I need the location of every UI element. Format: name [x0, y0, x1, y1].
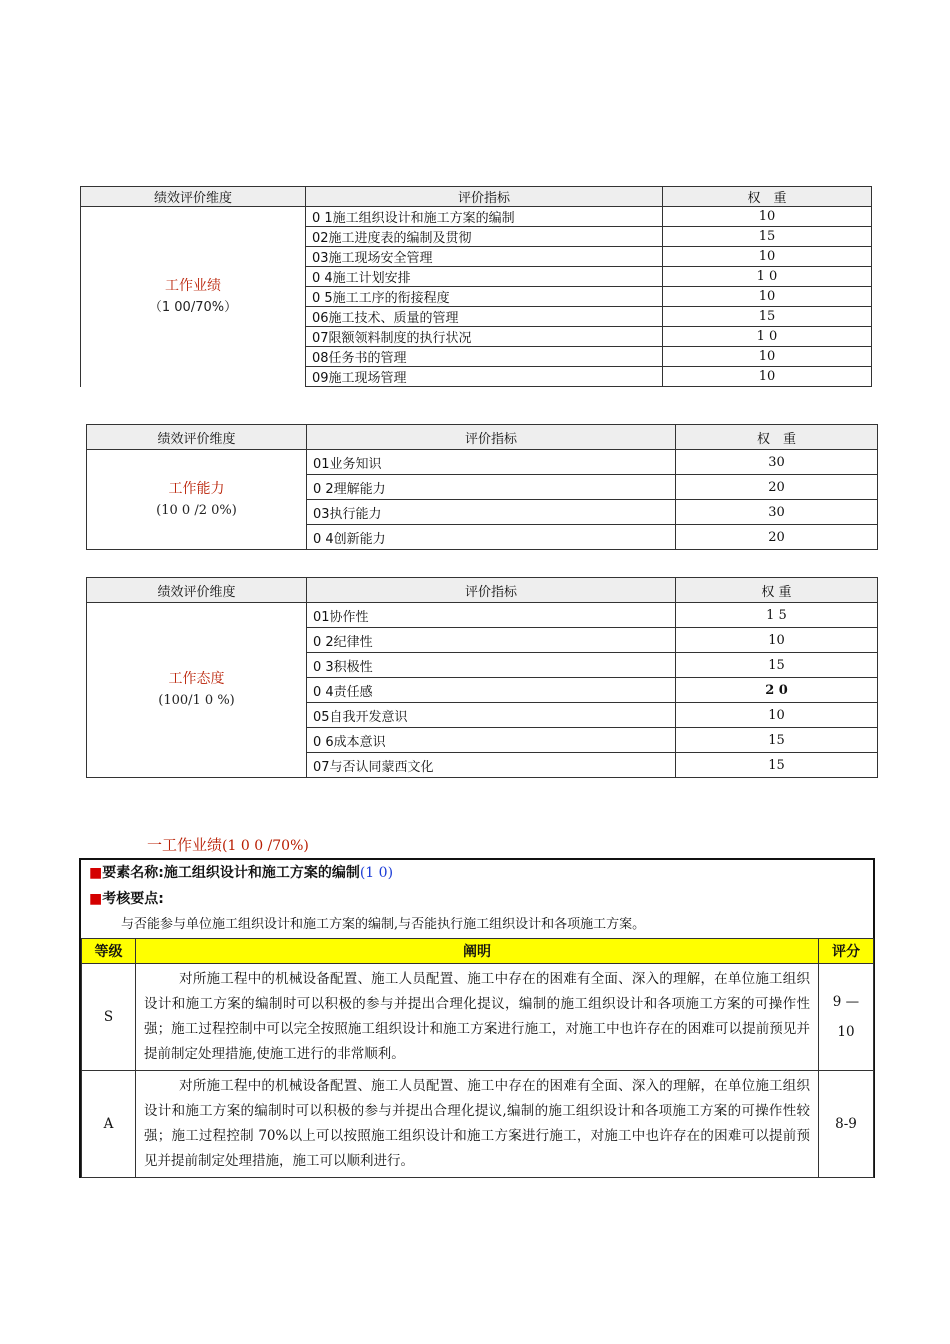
indicator-cell: 07限额领料制度的执行状况	[306, 327, 663, 347]
performance-table-work-results	[80, 186, 872, 387]
key-points-label: 考核要点:	[102, 891, 164, 907]
grade-table	[81, 938, 874, 1178]
performance-table-work-ability	[86, 424, 878, 550]
element-label: 要素名称:	[102, 865, 164, 881]
score-cell	[819, 1071, 874, 1178]
header-weight: 权 重	[676, 578, 878, 603]
weight-cell: 15	[663, 307, 872, 327]
score-bottom: 10	[837, 1024, 855, 1040]
key-points-line	[81, 886, 873, 912]
dimension-cell	[81, 207, 306, 387]
weight-cell: 1 0	[663, 327, 872, 347]
indicator-cell: 08任务书的管理	[306, 347, 663, 367]
indicator-cell: 0 1施工组织设计和施工方案的编制	[306, 207, 663, 227]
indicator-cell: 0 6成本意识	[307, 728, 676, 753]
weight-cell: 10	[676, 628, 878, 653]
bullet-square-icon: ■	[89, 891, 103, 907]
dimension-cell	[87, 450, 307, 550]
header-dimension: 绩效评价维度	[81, 187, 306, 207]
grade-cell: S	[82, 964, 136, 1071]
weight-cell: 15	[676, 728, 878, 753]
indicator-cell: 01业务知识	[307, 450, 676, 475]
table-row	[87, 450, 878, 475]
header-weight: 权 重	[676, 425, 878, 450]
header-dimension: 绩效评价维度	[87, 425, 307, 450]
weight-cell: 10	[663, 367, 872, 387]
element-line	[81, 860, 873, 886]
performance-table-work-attitude	[86, 577, 878, 778]
score-top: 8-9	[835, 1116, 857, 1132]
assessment-box	[79, 858, 875, 1178]
weight-cell: 10	[663, 207, 872, 227]
indicator-cell: 05自我开发意识	[307, 703, 676, 728]
dimension-name: 工作业绩	[165, 277, 221, 294]
weight-cell: 10	[663, 287, 872, 307]
weight-cell: 15	[676, 653, 878, 678]
header-score: 评分	[819, 939, 874, 964]
dimension-percent: (100/1 0 %)	[158, 693, 235, 708]
grade-row	[82, 1071, 874, 1178]
grade-cell: A	[82, 1071, 136, 1178]
dimension-name: 工作能力	[168, 480, 225, 497]
indicator-cell: 0 4施工计划安排	[306, 267, 663, 287]
weight-cell: 30	[676, 500, 878, 525]
table-header-row	[87, 425, 878, 450]
weight-cell: 15	[663, 227, 872, 247]
header-indicator: 评价指标	[306, 187, 663, 207]
grade-header-row	[82, 939, 874, 964]
indicator-cell: 0 5施工工序的衔接程度	[306, 287, 663, 307]
header-description: 阐明	[136, 939, 819, 964]
grade-description: 对所施工程中的机械设备配置、施工人员配置、施工中存在的困难有全面、深入的理解，在单位施工组织设计和施工方案的编制时可以积极的参与并提出合理化提议，编制的施工组织设计和各项施工方案的可操作性强；施工过程控制中可以完全按照施工组织设计和施工方案进行施工，对施工中也许存在的困难可以提前预见并提前制定处理措施,使施工进行的非常顺利。	[136, 964, 819, 1071]
dimension-percent: (10 0 /2 0%)	[156, 502, 237, 518]
grade-row	[82, 964, 874, 1071]
indicator-cell: 0 4责任感	[307, 678, 676, 703]
indicator-cell: 0 3积极性	[307, 653, 676, 678]
header-indicator: 评价指标	[307, 578, 676, 603]
header-weight: 权 重	[663, 187, 872, 207]
dimension-name: 工作态度	[168, 671, 225, 687]
weight-cell: 10	[676, 703, 878, 728]
weight-cell: 30	[676, 450, 878, 475]
table-row	[87, 603, 878, 628]
indicator-cell: 01协作性	[307, 603, 676, 628]
indicator-cell: 03施工现场安全管理	[306, 247, 663, 267]
key-points-text: 与否能参与单位施工组织设计和施工方案的编制,与否能执行施工组织设计和各项施工方案。	[121, 917, 646, 932]
header-indicator: 评价指标	[307, 425, 676, 450]
section-title-prefix: 一工作业绩	[147, 836, 223, 854]
indicator-cell: 0 2纪律性	[307, 628, 676, 653]
header-dimension: 绩效评价维度	[87, 578, 307, 603]
grade-description: 对所施工程中的机械设备配置、施工人员配置、施工中存在的困难有全面、深入的理解，在单位施工组织设计和施工方案的编制时可以积极的参与并提出合理化提议,编制的施工组织设计和各项施工方案的可操作性较强；施工过程控制 70%以上可以按照施工组织设计和施工方案进行施工，对施工中也许存在的困难可以提前预见并提前制定处理措施，施工可以顺利进行。	[136, 1071, 819, 1178]
indicator-cell: 0 2理解能力	[307, 475, 676, 500]
element-weight: (1 0)	[359, 865, 394, 881]
weight-cell: 20	[676, 525, 878, 550]
weight-cell: 15	[676, 753, 878, 778]
weight-cell: 10	[663, 247, 872, 267]
weight-cell: 1 5	[676, 603, 878, 628]
weight-cell: 20	[676, 475, 878, 500]
bullet-square-icon: ■	[89, 865, 103, 881]
indicator-cell: 07与否认同蒙西文化	[307, 753, 676, 778]
indicator-cell: 09施工现场管理	[306, 367, 663, 387]
section-title	[147, 834, 309, 855]
table-row	[81, 207, 872, 227]
indicator-cell: 0 4创新能力	[307, 525, 676, 550]
score-top: 9 —	[832, 994, 860, 1010]
indicator-cell: 03执行能力	[307, 500, 676, 525]
indicator-cell: 06施工技术、质量的管理	[306, 307, 663, 327]
indicator-cell: 02施工进度表的编制及贯彻	[306, 227, 663, 247]
table-header-row	[81, 187, 872, 207]
score-cell	[819, 964, 874, 1071]
element-name: 施工组织设计和施工方案的编制	[163, 865, 360, 881]
section-title-percent: (1 0 0 /70%)	[222, 838, 309, 854]
weight-cell: 1 0	[663, 267, 872, 287]
weight-cell: 2 0	[676, 678, 878, 703]
table-header-row	[87, 578, 878, 603]
dimension-cell	[87, 603, 307, 778]
weight-cell: 10	[663, 347, 872, 367]
header-grade: 等级	[82, 939, 136, 964]
dimension-percent: （1 00/70%）	[148, 299, 238, 315]
